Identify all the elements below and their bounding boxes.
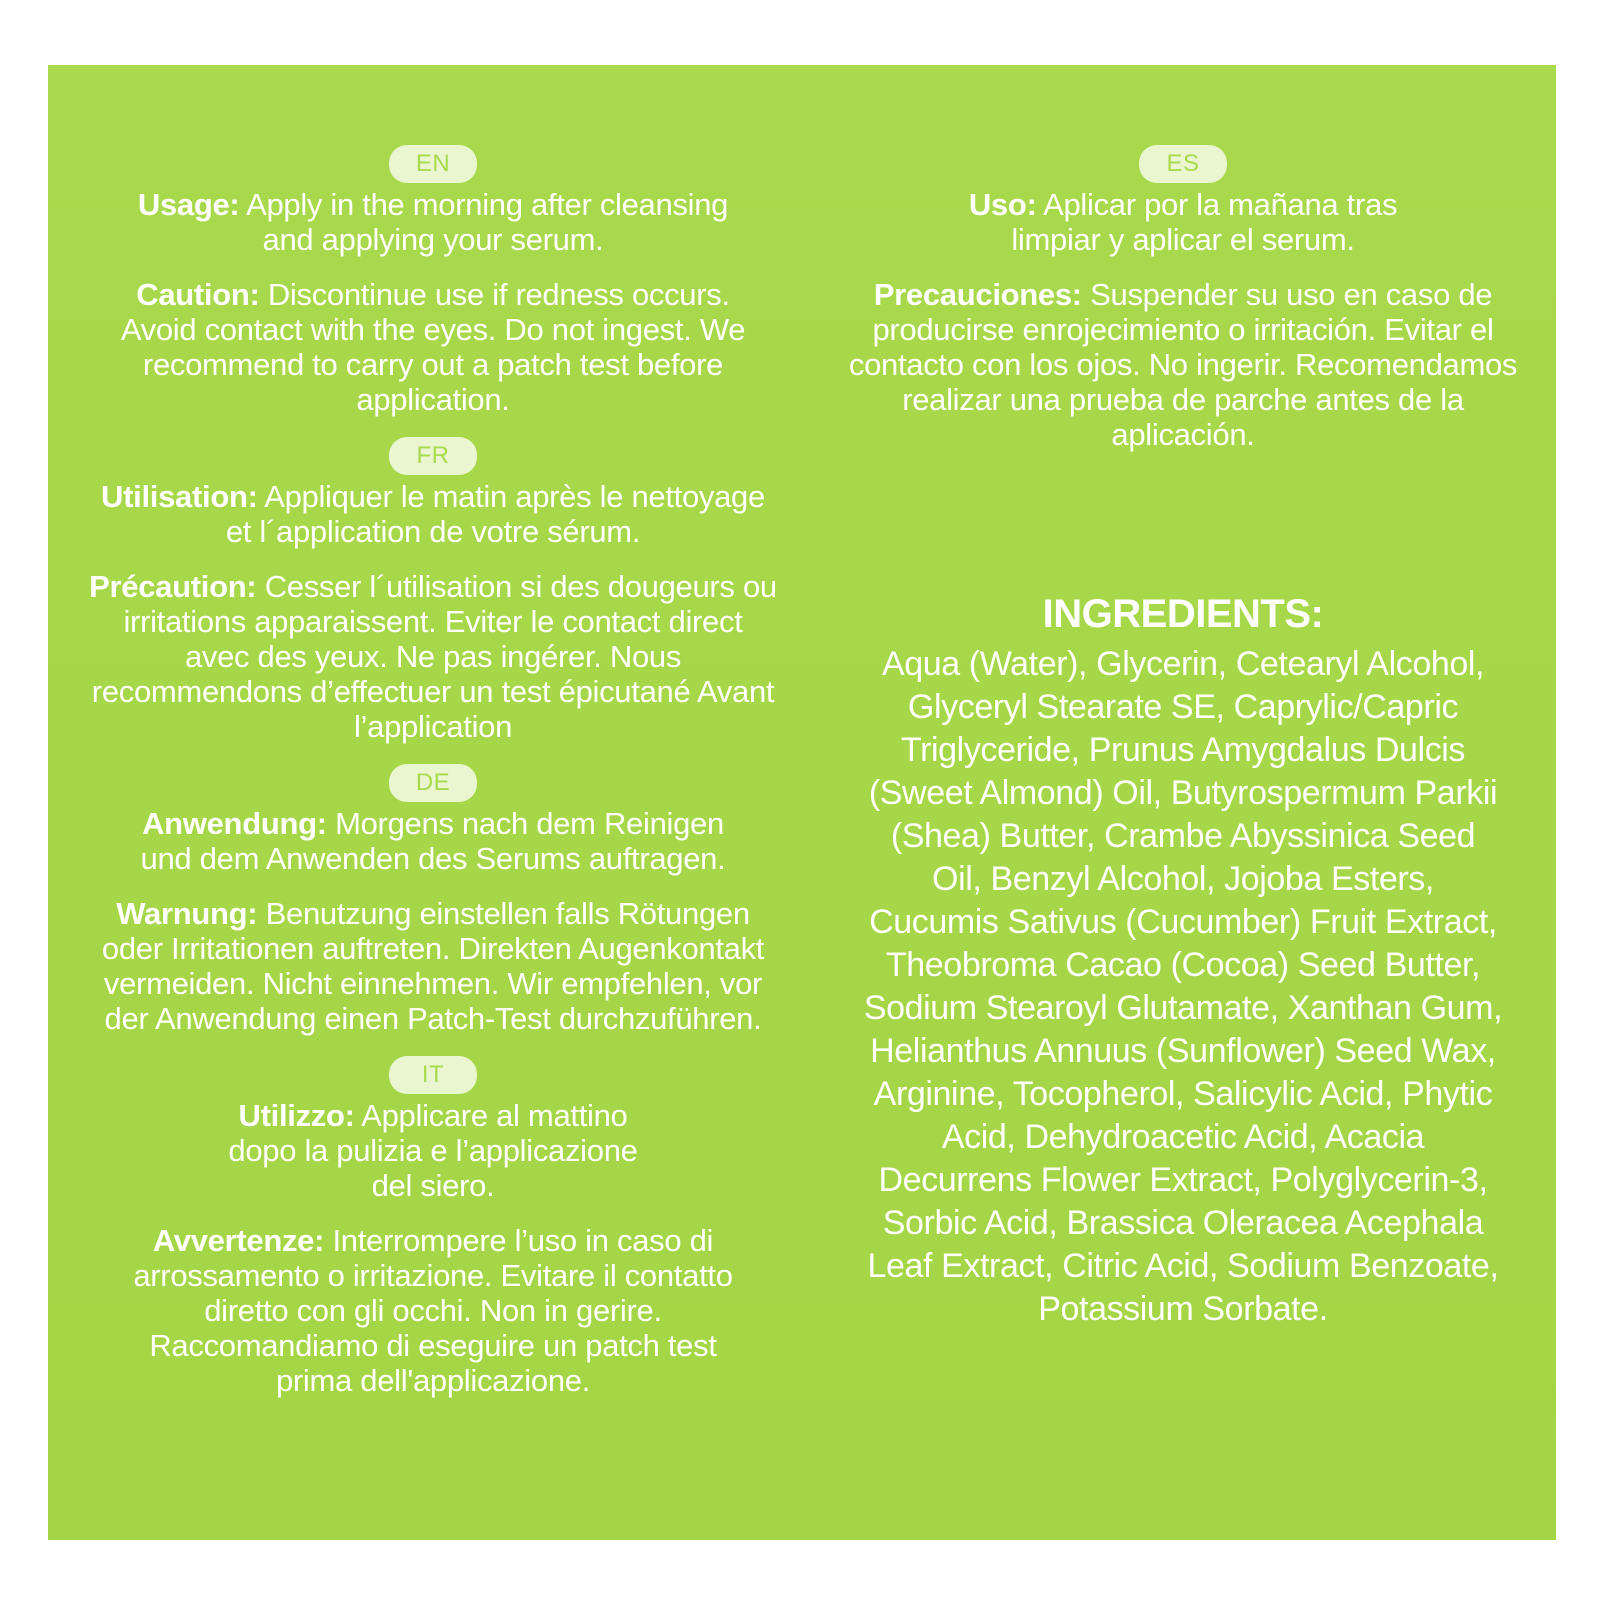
caution-text-it: Interrompere l’uso in caso di arrossamento o irritazione. Evitare il contatto diretto con gli occhi. Non in gerire. Raccomandiamo di eseguire un patch test prima dell'applicazione. [133, 1223, 733, 1398]
lang-badge-fr: FR [389, 437, 477, 475]
section-en [88, 145, 778, 417]
caution-label-de: Warnung: [116, 896, 258, 931]
label-panel [48, 65, 1556, 1540]
usage-label-fr: Utilisation: [101, 479, 258, 514]
caution-text-fr: Cesser l´utilisation si des dougeurs ou irritations apparaissent. Eviter le contact direct avec des yeux. Ne pas ingérer. Nous recommendons d’effectuer un test épicutané Avant l’application [91, 569, 777, 744]
usage-text-de: Morgens nach dem Reinigen und dem Anwenden des Serums auftragen. [140, 806, 726, 876]
section-de [88, 764, 778, 1036]
ingredients-section [838, 592, 1528, 1331]
usage-text-it: Applicare al mattino dopo la pulizia e l’applicazione del siero. [228, 1098, 638, 1203]
lang-badge-it: IT [389, 1056, 477, 1094]
right-column [838, 145, 1528, 1331]
caution-fr [88, 569, 778, 744]
usage-label-it: Utilizzo: [238, 1098, 355, 1133]
lang-badge-es: ES [1139, 145, 1227, 183]
lang-badge-de: DE [389, 764, 477, 802]
caution-it [88, 1223, 778, 1398]
usage-text-es: Aplicar por la mañana tras limpiar y aplicar el serum. [1011, 187, 1398, 257]
usage-label-en: Usage: [137, 187, 240, 222]
caution-label-es: Precauciones: [873, 277, 1082, 312]
caution-label-fr: Précaution: [89, 569, 257, 604]
ingredients-title: INGREDIENTS: [1042, 592, 1324, 636]
caution-de [88, 896, 778, 1036]
usage-text-en: Apply in the morning after cleansing and applying your serum. [239, 187, 729, 257]
caution-text-en: Discontinue use if redness occurs. Avoid contact with the eyes. Do not ingest. We recommend to carry out a patch test before application. [120, 277, 746, 417]
caution-en [88, 277, 778, 417]
caution-label-en: Caution: [136, 277, 260, 312]
left-column [88, 145, 778, 1418]
caution-text-es: Suspender su uso en caso de producirse enrojecimiento o irritación. Evitar el contacto con los ojos. No ingerir. Recomendamos realizar una prueba de parche antes de la aplicación. [848, 277, 1518, 452]
usage-en [88, 187, 778, 257]
lang-badge-en: EN [389, 145, 477, 183]
section-es [838, 145, 1528, 452]
ingredients-list: Aqua (Water), Glycerin, Cetearyl Alcohol, Glyceryl Stearate SE, Caprylic/Capric Triglyceride, Prunus Amygdalus Dulcis (Sweet Almond) Oil, Butyrospermum Parkii (Shea) Butter, Crambe Abyssinica Seed Oil, Benzyl Alcohol, Jojoba Esters, Cucumis Sativus (Cucumber) Fruit Extract, Theobroma Cacao (Cocoa) Seed Butter, Sodium Stearoyl Glutamate, Xanthan Gum, Helianthus Annuus (Sunflower) Seed Wax, Arginine, Tocopherol, Salicylic Acid, Phytic Acid, Dehydroacetic Acid, Acacia Decurrens Flower Extract, Polyglycerin-3, Sorbic Acid, Brassica Oleracea Acephala Leaf Extract, Citric Acid, Sodium Benzoate, Potassium Sorbate. [863, 645, 1503, 1328]
caution-text-de: Benutzung einstellen falls Rötungen oder Irritationen auftreten. Direkten Augenkontakt vermeiden. Nicht einnehmen. Wir empfehlen, vor der Anwendung einen Patch-Test durchzuführen. [101, 896, 765, 1036]
usage-label-de: Anwendung: [142, 806, 327, 841]
usage-label-es: Uso: [968, 187, 1037, 222]
section-fr [88, 437, 778, 744]
usage-text-fr: Appliquer le matin après le nettoyage et l´application de votre sérum. [225, 479, 765, 549]
usage-de [88, 806, 778, 876]
section-it [88, 1056, 778, 1398]
usage-fr [88, 479, 778, 549]
caution-label-it: Avvertenze: [152, 1223, 325, 1258]
usage-it [88, 1098, 778, 1203]
caution-es [838, 277, 1528, 452]
usage-es [838, 187, 1528, 257]
